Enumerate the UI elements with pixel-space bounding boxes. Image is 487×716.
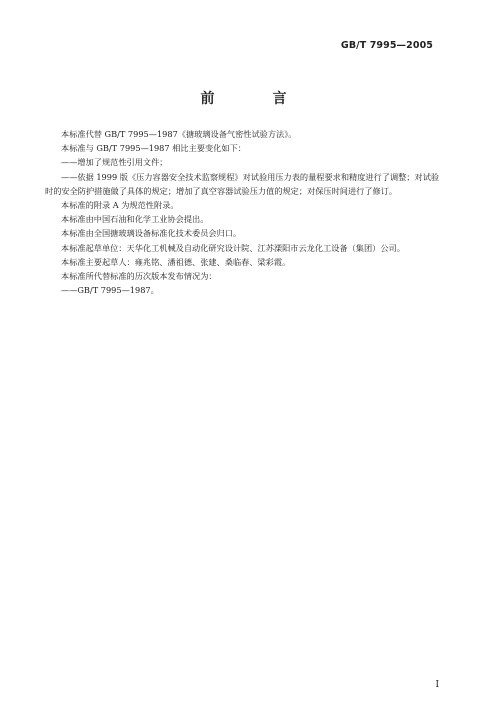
paragraph-history-item: ——GB/T 7995—1987。: [61, 285, 159, 296]
standard-code: GB/T 7995—2005: [340, 40, 433, 51]
paragraph-replaces: 本标准代替 GB/T 7995—1987《搪玻璃设备气密性试验方法》。: [61, 129, 297, 139]
paragraph-centralized-by: 本标准由全国搪玻璃设备标准化技术委员会归口。: [61, 228, 242, 239]
paragraph-proposed-by: 本标准由中国石油和化学工业协会提出。: [61, 214, 209, 225]
paragraph-change-1: ——增加了规范性引用文件；: [61, 157, 168, 168]
paragraph-change-2: ——依据 1999 版《压力容器安全技术监察规程》对试验用压力表的量程要求和精度进行了调整；对试验时的安全防护措施做了具体的规定；增加了真空容器试验压力值的规定；对保压时间进行了修订。: [45, 171, 440, 196]
page-number: I: [435, 680, 439, 690]
page-title: 前 言: [200, 91, 309, 107]
paragraph-drafting-units: 本标准起草单位：天华化工机械及自动化研究设计院、江苏溧阳市云龙化工设备（集团）公司。: [61, 242, 405, 253]
paragraph-annex: 本标准的附录 A 为规范性附录。: [61, 200, 179, 211]
paragraph-history-intro: 本标准所代替标准的历次版本发布情况为：: [61, 271, 217, 282]
foreword-body: [45, 127, 447, 297]
paragraph-drafters: 本标准主要起草人：雍兆铭、潘祖德、张建、桑临春、梁彩霞。: [61, 256, 291, 267]
paragraph-changes-intro: 本标准与 GB/T 7995—1987 相比主要变化如下：: [61, 143, 246, 154]
